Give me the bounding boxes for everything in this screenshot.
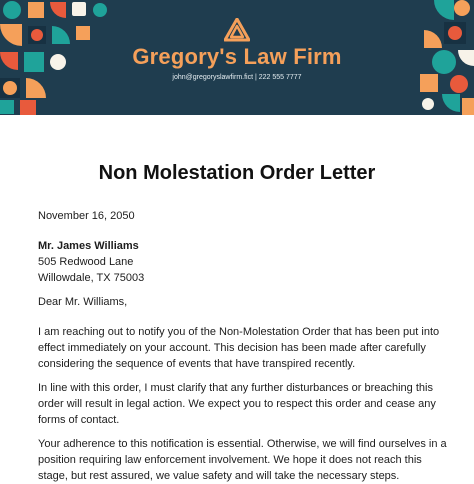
recipient-name: Mr. James Williams (38, 240, 139, 252)
body-paragraph-2: In line with this order, I must clarify that any further disturbances or breaching this order will result in legal action. We expect you to respect this order and cease any forms of contact. (38, 382, 436, 426)
letter-date: November 16, 2050 (38, 210, 135, 222)
triangle-knot-logo-icon (224, 18, 250, 42)
salutation: Dear Mr. Williams, (38, 296, 128, 308)
recipient-city: Willowdale, TX 75003 (38, 272, 145, 284)
body-paragraph-3: Your adherence to this notification is essential. Otherwise, we will find ourselves in a position requiring law enforcement involvement. We hope it does not reach this stage, but rest assured, we value safety and will take the necessary steps. (38, 438, 447, 482)
letterhead-banner (0, 0, 474, 115)
firm-name: Gregory's Law Firm (132, 44, 342, 69)
letterhead-brand (0, 0, 474, 115)
firm-contact: john@gregoryslawfirm.fict | 222 555 7777 (172, 74, 302, 81)
recipient-block (38, 238, 448, 286)
recipient-street: 505 Redwood Lane (38, 256, 134, 268)
letter-title: Non Molestation Order Letter (98, 162, 376, 184)
body-paragraph-1: I am reaching out to notify you of the Non-Molestation Order that has been put into effect immediately on your account. This decision has been made after carefully considering the sequence of events that have transpired recently. (38, 326, 440, 370)
